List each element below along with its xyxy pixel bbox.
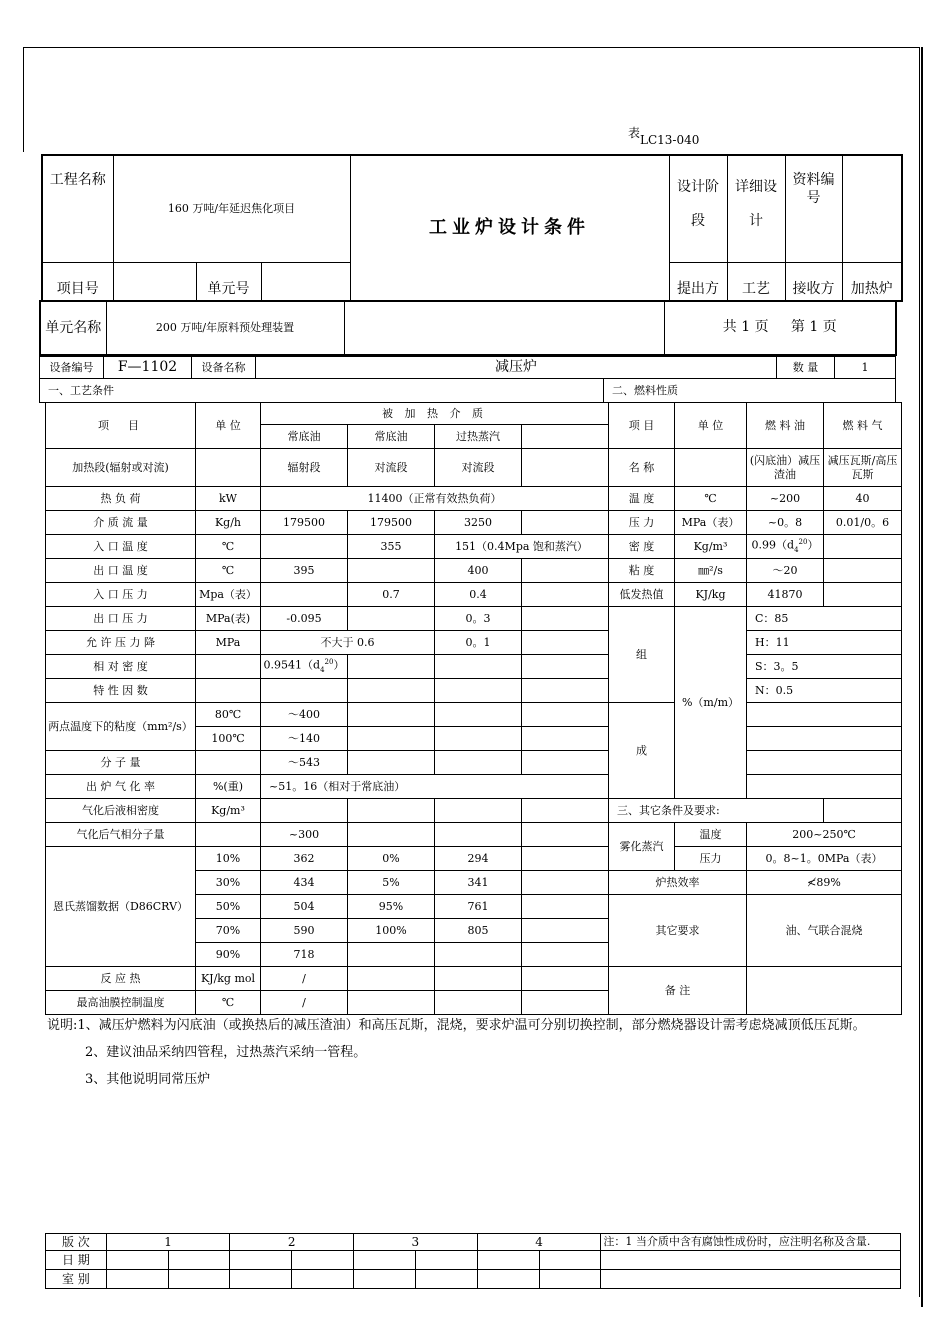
reaction-heat-unit: KJ/kg mol: [196, 967, 261, 991]
fuel-density-gas: [824, 535, 902, 559]
distillation-label: 恩氏蒸馏数据（D86CRV）: [46, 847, 196, 967]
page-frame-left: [23, 47, 24, 152]
dist-2-blank: [522, 895, 609, 919]
vapor-density-4: [522, 799, 609, 823]
dist-0-pct2: 0%: [348, 847, 435, 871]
fuel-temp-oil: ~200: [747, 487, 824, 511]
page-frame-right-bold: [921, 47, 923, 1307]
mol-weight-unit: [196, 751, 261, 775]
medium-2: 常底油: [348, 425, 435, 449]
medium-3: 过热蒸汽: [435, 425, 522, 449]
unit-name-label: 单元名称: [40, 301, 106, 355]
fuel-lhv-oil: 41870: [747, 583, 824, 607]
qty: 1: [835, 357, 896, 379]
revision-label: 版 次: [46, 1234, 107, 1251]
film-temp-4: [522, 991, 609, 1015]
dist-1-val: 434: [261, 871, 348, 895]
revision-4: 4: [477, 1234, 601, 1251]
inlet-pressure-unit: Mpa（表）: [196, 583, 261, 607]
project-name: 160 万吨/年延迟焦化项目: [113, 155, 350, 262]
fuel-name-unit: [675, 449, 747, 487]
char-factor-1: [261, 679, 348, 703]
revision-table: [45, 1233, 901, 1289]
fuel-name-gas: 减压瓦斯/高压瓦斯: [824, 449, 902, 487]
col-medium: 被 加 热 介 质: [261, 403, 609, 425]
composition-blank-2: [747, 727, 902, 751]
project-name-label: 工程名称: [42, 155, 113, 262]
steam-temp-label: 温度: [675, 823, 747, 847]
dept-note-blank: [601, 1270, 901, 1289]
heat-duty-label: 热 负 荷: [46, 487, 196, 511]
outlet-temp-label: 出 口 温 度: [46, 559, 196, 583]
fuel-col-unit: 单 位: [675, 403, 747, 449]
outlet-pressure-2: [348, 607, 435, 631]
flow-unit: Kg/h: [196, 511, 261, 535]
eff-value: ≮89%: [747, 871, 902, 895]
char-factor-4: [522, 679, 609, 703]
allow-drop-unit: MPa: [196, 631, 261, 655]
dist-1-pct2: 5%: [348, 871, 435, 895]
composition-label-1: 组: [609, 607, 675, 703]
fuel-col-gas: 燃 料 气: [824, 403, 902, 449]
composition-h: H：11: [747, 631, 902, 655]
vapor-mw-unit: [196, 823, 261, 847]
reaction-heat-2: [348, 967, 435, 991]
rel-density-3: [435, 655, 522, 679]
outlet-temp-1: 395: [261, 559, 348, 583]
dept-3a: [354, 1270, 416, 1289]
dist-0-val2: 294: [435, 847, 522, 871]
note-1: 说明:1、减压炉燃料为闪底油（或换热后的减压渣油）和高压瓦斯，混烧，要求炉温可分别切换控制，部分燃烧器设计需考虑烧减顶低压瓦斯。: [47, 1018, 866, 1033]
fuel-col-oil: 燃 料 油: [747, 403, 824, 449]
page-count: [664, 301, 896, 355]
mol-weight-label: 分 子 量: [46, 751, 196, 775]
dist-4-pct2: [348, 943, 435, 967]
vapor-density-3: [435, 799, 522, 823]
composition-blank-4: [747, 775, 902, 799]
heat-section-label: 加热段(辐射或对流): [46, 449, 196, 487]
total-label: 共: [722, 319, 737, 336]
revision-3: 3: [354, 1234, 478, 1251]
page-word: 页: [754, 319, 769, 336]
notes: [47, 1012, 892, 1093]
heat-section-4: [522, 449, 609, 487]
dist-0-blank: [522, 847, 609, 871]
outlet-temp-3: 400: [435, 559, 522, 583]
dist-4-val2: [435, 943, 522, 967]
steam-press-label: 压力: [675, 847, 747, 871]
mol-weight-4: [522, 751, 609, 775]
viscosity-v2-4: [522, 727, 609, 751]
inlet-temp-2: 355: [348, 535, 435, 559]
fuel-density-oil: $0.99(d_4^{20})$: [747, 535, 824, 559]
fuel-temp-gas: 40: [824, 487, 902, 511]
page-label: 第: [790, 319, 805, 336]
form-code: [628, 124, 700, 147]
composition-unit: %（m/m）: [675, 607, 747, 799]
date-1a: [106, 1251, 168, 1270]
dist-1-blank: [522, 871, 609, 895]
section-process: 一、工艺条件: [40, 379, 604, 403]
revision-1: 1: [106, 1234, 230, 1251]
fuel-density-unit: Kg/m³: [675, 535, 747, 559]
fuel-lhv-gas: [824, 583, 902, 607]
heat-section-3: 对流段: [435, 449, 522, 487]
inlet-temp-3: 151（0.4Mpa 饱和蒸汽）: [435, 535, 609, 559]
fuel-pressure-label: 压 力: [609, 511, 675, 535]
doc-no-label: 资料编号: [785, 155, 842, 262]
date-4a: [477, 1251, 539, 1270]
dept-3b: [415, 1270, 477, 1289]
fuel-col-item: 项 目: [609, 403, 675, 449]
item-no-value: [113, 262, 196, 301]
dist-3-pct: 70%: [196, 919, 261, 943]
vapor-mw-1: ~300: [261, 823, 348, 847]
rel-density-label: 相 对 密 度: [46, 655, 196, 679]
mol-weight-3: [435, 751, 522, 775]
dist-1-pct: 30%: [196, 871, 261, 895]
viscosity-v1-2: [348, 703, 435, 727]
outlet-pressure-unit: MPa(表): [196, 607, 261, 631]
film-temp-2: [348, 991, 435, 1015]
unit-name: 200 万吨/年原料预处理装置: [106, 301, 344, 355]
dist-4-val: 718: [261, 943, 348, 967]
heat-duty-unit: kW: [196, 487, 261, 511]
dist-3-pct2: 100%: [348, 919, 435, 943]
steam-label: 雾化蒸汽: [609, 823, 675, 871]
vapor-mw-4: [522, 823, 609, 847]
film-temp-label: 最高油膜控制温度: [46, 991, 196, 1015]
allow-drop-4: [522, 631, 609, 655]
equipment-table: [39, 356, 896, 403]
fuel-pressure-oil: ~0。8: [747, 511, 824, 535]
fuel-lhv-unit: KJ/kg: [675, 583, 747, 607]
doc-no-value: [842, 155, 902, 262]
flow-3: 3250: [435, 511, 522, 535]
vapor-density-2: [348, 799, 435, 823]
design-stage-label: 设计阶段: [669, 155, 727, 262]
dist-2-val: 504: [261, 895, 348, 919]
fuel-viscosity-label: 粘 度: [609, 559, 675, 583]
dist-0-val: 362: [261, 847, 348, 871]
film-temp-unit: ℃: [196, 991, 261, 1015]
design-stage: 详细设计: [727, 155, 785, 262]
col-unit: 单 位: [196, 403, 261, 449]
dept-2b: [292, 1270, 354, 1289]
heat-section-unit: [196, 449, 261, 487]
fuel-viscosity-oil: ～20: [747, 559, 824, 583]
outlet-pressure-3: 0。3: [435, 607, 522, 631]
outlet-temp-4: [522, 559, 609, 583]
flow-2: 179500: [348, 511, 435, 535]
from-label: 提出方: [669, 262, 727, 301]
composition-label-2: 成: [609, 703, 675, 799]
date-2b: [292, 1251, 354, 1270]
fuel-viscosity-unit: ㎜²/s: [675, 559, 747, 583]
unit-name-table: [39, 300, 897, 356]
vapor-rate-unit: %(重): [196, 775, 261, 799]
char-factor-unit: [196, 679, 261, 703]
composition-blank-3: [747, 751, 902, 775]
dept-4a: [477, 1270, 539, 1289]
inlet-pressure-2: 0.7: [348, 583, 435, 607]
fuel-viscosity-gas: [824, 559, 902, 583]
vapor-mw-2: [348, 823, 435, 847]
page-frame-top: [23, 47, 920, 48]
note-3: 3、其他说明同常压炉: [85, 1072, 211, 1087]
rel-density-unit: [196, 655, 261, 679]
outlet-pressure-4: [522, 607, 609, 631]
inlet-pressure-4: [522, 583, 609, 607]
allow-drop-3: 0。1: [435, 631, 522, 655]
revision-note: 注：1 当介质中含有腐蚀性成份时，应注明名称及含量.: [601, 1234, 901, 1251]
dist-2-val2: 761: [435, 895, 522, 919]
medium-4: [522, 425, 609, 449]
flow-label: 介 质 流 量: [46, 511, 196, 535]
item-no-label: 项目号: [42, 262, 113, 301]
rel-density-1: $0.9541(d_4^{20})$: [261, 655, 348, 679]
dist-1-val2: 341: [435, 871, 522, 895]
mol-weight-1: ～543: [261, 751, 348, 775]
composition-blank-1: [747, 703, 902, 727]
equip-name-label: 设备名称: [192, 357, 256, 379]
to-value: 加热炉: [842, 262, 902, 301]
date-1b: [168, 1251, 230, 1270]
dept-1b: [168, 1270, 230, 1289]
inlet-temp-label: 入 口 温 度: [46, 535, 196, 559]
equip-no: F—1102: [104, 357, 192, 379]
equip-no-label: 设备编号: [40, 357, 104, 379]
date-label: 日 期: [46, 1251, 107, 1270]
viscosity-v1-3: [435, 703, 522, 727]
char-factor-3: [435, 679, 522, 703]
inlet-pressure-1: [261, 583, 348, 607]
allow-drop-1: 不大于 0.6: [261, 631, 435, 655]
composition-c: C：85: [747, 607, 902, 631]
rel-density-2: [348, 655, 435, 679]
dept-2a: [230, 1270, 292, 1289]
viscosity-label: 两点温度下的粘度（mm²/s）: [46, 703, 196, 751]
fuel-pressure-unit: MPa（表）: [675, 511, 747, 535]
inlet-temp-1: [261, 535, 348, 559]
viscosity-v1: ～400: [261, 703, 348, 727]
page-word-2: 页: [822, 319, 837, 336]
dist-2-pct2: 95%: [348, 895, 435, 919]
reaction-heat-label: 反 应 热: [46, 967, 196, 991]
steam-press: 0。8~1。0MPa（表）: [747, 847, 902, 871]
viscosity-t2: 100℃: [196, 727, 261, 751]
date-4b: [539, 1251, 601, 1270]
vapor-density-1: [261, 799, 348, 823]
heat-section-2: 对流段: [348, 449, 435, 487]
film-temp-1: /: [261, 991, 348, 1015]
date-2a: [230, 1251, 292, 1270]
fuel-temp-label: 温 度: [609, 487, 675, 511]
equip-name: 减压炉: [256, 357, 777, 379]
dist-2-pct: 50%: [196, 895, 261, 919]
viscosity-v2-3: [435, 727, 522, 751]
dist-0-pct: 10%: [196, 847, 261, 871]
medium-1: 常底油: [261, 425, 348, 449]
flow-1: 179500: [261, 511, 348, 535]
vapor-density-unit: Kg/m³: [196, 799, 261, 823]
fuel-name-label: 名 称: [609, 449, 675, 487]
dist-3-val2: 805: [435, 919, 522, 943]
section-other-blank: [824, 799, 902, 823]
other-value: 油、气联合混烧: [747, 895, 902, 967]
vapor-density-label: 气化后液相密度: [46, 799, 196, 823]
unit-name-blank: [344, 301, 664, 355]
page-no: 1: [809, 319, 819, 336]
inlet-temp-unit: ℃: [196, 535, 261, 559]
heat-section-1: 辐射段: [261, 449, 348, 487]
dist-3-val: 590: [261, 919, 348, 943]
inlet-pressure-3: 0.4: [435, 583, 522, 607]
fuel-name-oil: (闪底油）减压渣油: [747, 449, 824, 487]
composition-n: N：0.5: [747, 679, 902, 703]
section-fuel: 二、燃料性质: [604, 379, 896, 403]
fuel-temp-unit: ℃: [675, 487, 747, 511]
reaction-heat-3: [435, 967, 522, 991]
dist-4-blank: [522, 943, 609, 967]
conditions-table: [45, 402, 902, 1015]
from-value: 工艺: [727, 262, 785, 301]
total-pages: 1: [741, 319, 751, 336]
viscosity-v2: ～140: [261, 727, 348, 751]
flow-4: [522, 511, 609, 535]
outlet-temp-unit: ℃: [196, 559, 261, 583]
note-2: 2、建议油品采纳四管程，过热蒸汽采纳一管程。: [85, 1045, 367, 1060]
vapor-mw-label: 气化后气相分子量: [46, 823, 196, 847]
outlet-pressure-1: -0.095: [261, 607, 348, 631]
form-code-value: LC13-040: [640, 133, 700, 147]
unit-no-value: [261, 262, 350, 301]
reaction-heat-1: /: [261, 967, 348, 991]
qty-label: 数 量: [777, 357, 835, 379]
section-other: 三、其它条件及要求:: [609, 799, 824, 823]
reaction-heat-4: [522, 967, 609, 991]
composition-s: S：3。5: [747, 655, 902, 679]
outlet-pressure-label: 出 口 压 力: [46, 607, 196, 631]
date-3b: [415, 1251, 477, 1270]
date-note-blank: [601, 1251, 901, 1270]
form-code-prefix: 表: [628, 126, 641, 140]
viscosity-t1: 80℃: [196, 703, 261, 727]
dept-4b: [539, 1270, 601, 1289]
vapor-rate-label: 出 炉 气 化 率: [46, 775, 196, 799]
steam-temp: 200~250℃: [747, 823, 902, 847]
film-temp-3: [435, 991, 522, 1015]
mol-weight-2: [348, 751, 435, 775]
fuel-pressure-gas: 0.01/0。6: [824, 511, 902, 535]
viscosity-v2-2: [348, 727, 435, 751]
allow-drop-label: 允 许 压 力 降: [46, 631, 196, 655]
col-item: 项 目: [46, 403, 196, 449]
vapor-mw-3: [435, 823, 522, 847]
form-title: 工业炉设计条件: [350, 155, 669, 301]
outlet-temp-2: [348, 559, 435, 583]
date-3a: [354, 1251, 416, 1270]
viscosity-v1-4: [522, 703, 609, 727]
dept-1a: [106, 1270, 168, 1289]
char-factor-label: 特 性 因 数: [46, 679, 196, 703]
remark-label: 备 注: [609, 967, 747, 1015]
vapor-rate-value: ~51。16（相对于常底油）: [261, 775, 609, 799]
page-frame-right: [919, 47, 920, 1297]
char-factor-2: [348, 679, 435, 703]
to-label: 接收方: [785, 262, 842, 301]
fuel-lhv-label: 低发热值: [609, 583, 675, 607]
dept-label: 室 别: [46, 1270, 107, 1289]
other-label: 其它要求: [609, 895, 747, 967]
inlet-pressure-label: 入 口 压 力: [46, 583, 196, 607]
dist-4-pct: 90%: [196, 943, 261, 967]
revision-2: 2: [230, 1234, 354, 1251]
eff-label: 炉热效率: [609, 871, 747, 895]
fuel-density-label: 密 度: [609, 535, 675, 559]
heat-duty-value: 11400（正常有效热负荷）: [261, 487, 609, 511]
remark-value: [747, 967, 902, 1015]
unit-no-label: 单元号: [196, 262, 261, 301]
rel-density-4: [522, 655, 609, 679]
header-table: [41, 154, 903, 302]
dist-3-blank: [522, 919, 609, 943]
